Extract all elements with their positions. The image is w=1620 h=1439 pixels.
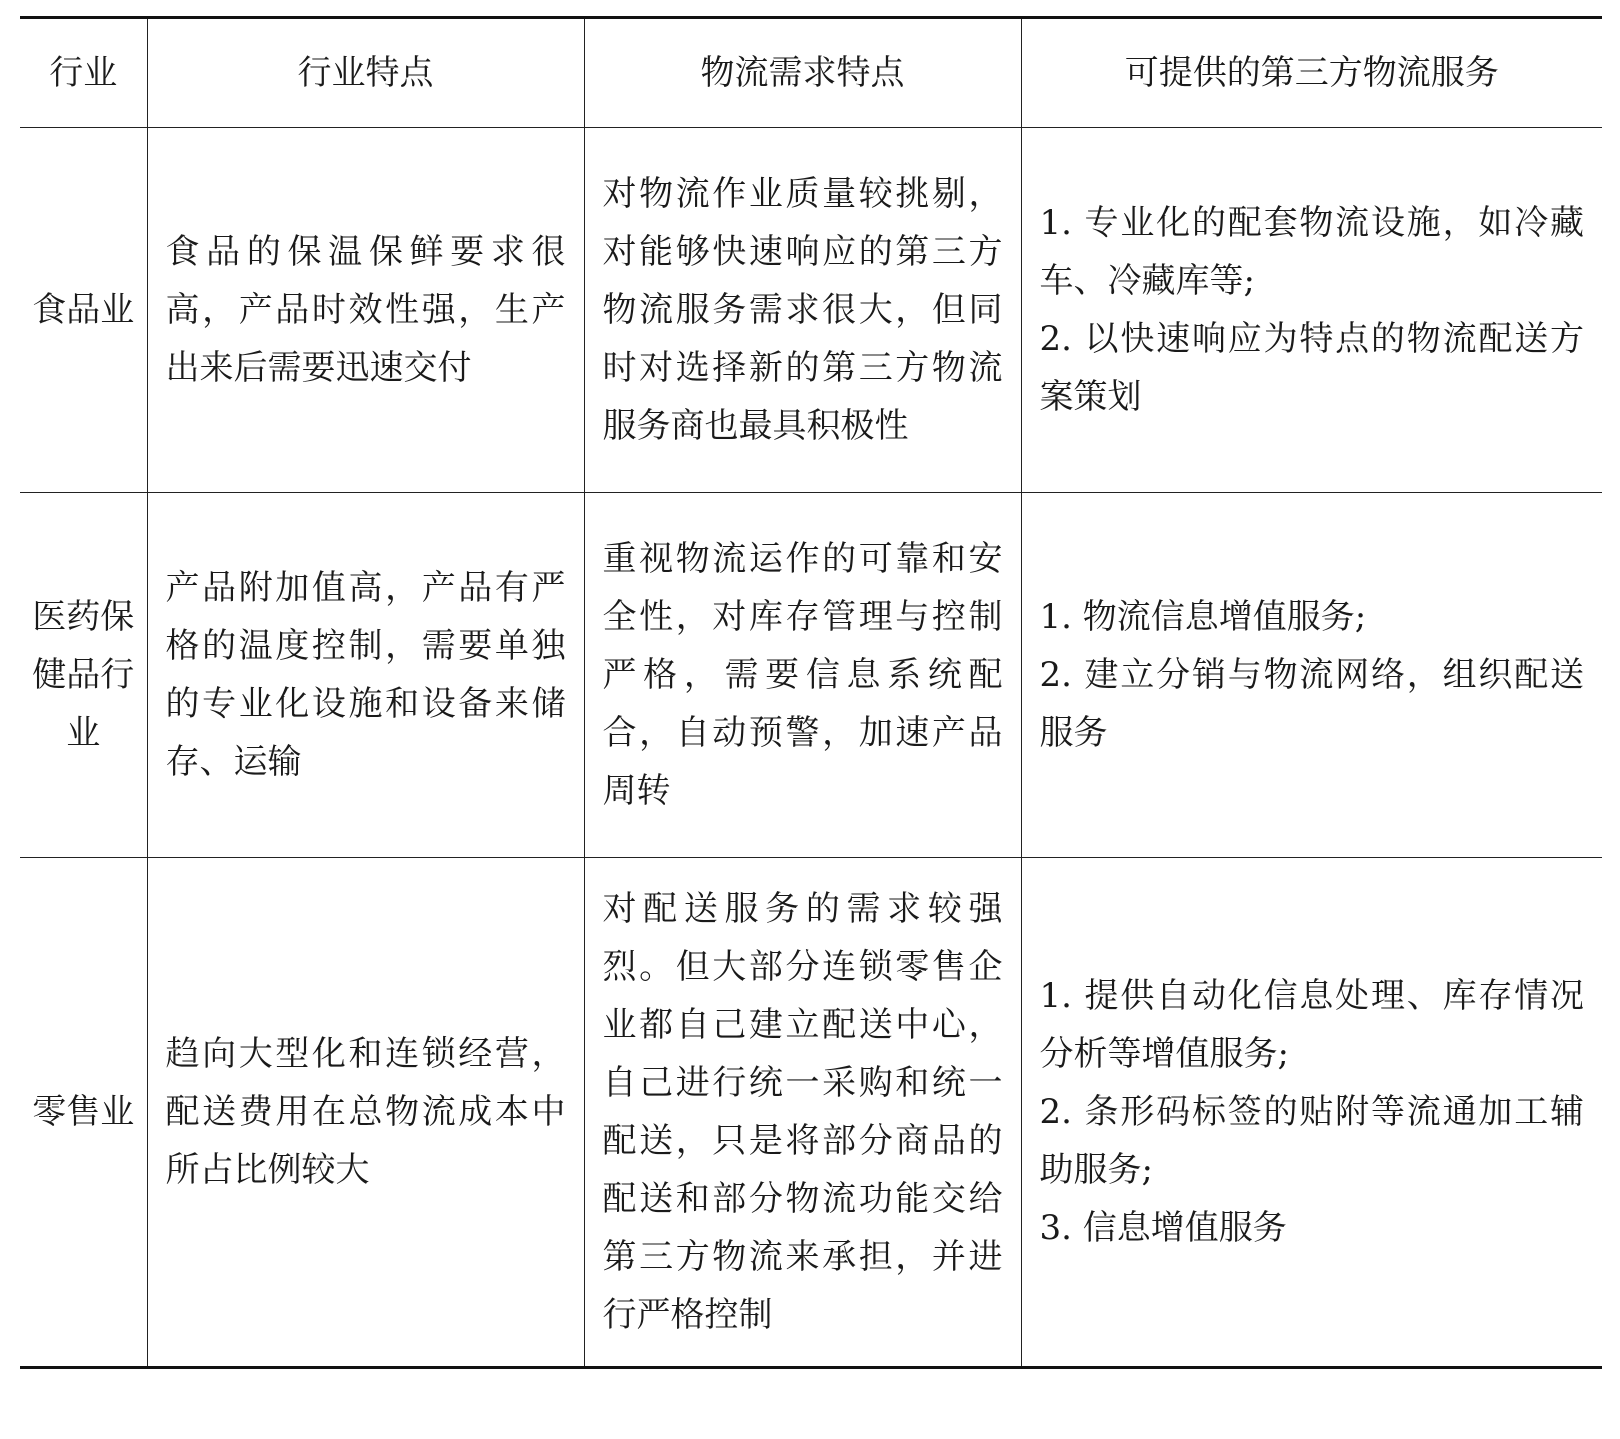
table-row <box>20 128 1602 493</box>
services-cell <box>1021 858 1602 1368</box>
table-row <box>20 858 1602 1368</box>
service-item: 2. 建立分销与物流网络，组织配送服务 <box>1039 655 1584 753</box>
header-characteristics: 行业特点 <box>147 18 584 128</box>
demand-cell: 重视物流运作的可靠和安全性，对库存管理与控制严格，需要信息系统配合，自动预警，加速产品周转 <box>584 493 1021 858</box>
services-cell <box>1021 128 1602 493</box>
logistics-industry-table <box>20 16 1602 1369</box>
industry-cell: 食品业 <box>20 128 147 493</box>
header-services: 可提供的第三方物流服务 <box>1021 18 1602 128</box>
header-demand: 物流需求特点 <box>584 18 1021 128</box>
service-item: 1. 专业化的配套物流设施，如冷藏车、冷藏库等; <box>1039 203 1584 301</box>
demand-cell: 对物流作业质量较挑剔，对能够快速响应的第三方物流服务需求很大，但同时对选择新的第三方物流服务商也最具积极性 <box>584 128 1021 493</box>
industry-cell: 零售业 <box>20 858 147 1368</box>
service-item: 1. 提供自动化信息处理、库存情况分析等增值服务; <box>1039 976 1584 1074</box>
service-item: 3. 信息增值服务 <box>1039 1208 1287 1248</box>
header-industry: 行业 <box>20 18 147 128</box>
table-header <box>20 18 1602 128</box>
characteristics-cell: 食品的保温保鲜要求很高，产品时效性强，生产出来后需要迅速交付 <box>147 128 584 493</box>
service-item: 2. 以快速响应为特点的物流配送方案策划 <box>1039 319 1584 417</box>
services-cell <box>1021 493 1602 858</box>
header-row <box>20 18 1602 128</box>
industry-cell: 医药保健品行业 <box>20 493 147 858</box>
characteristics-cell: 产品附加值高，产品有严格的温度控制，需要单独的专业化设施和设备来储存、运输 <box>147 493 584 858</box>
service-item: 2. 条形码标签的贴附等流通加工辅助服务; <box>1039 1092 1584 1190</box>
table-body <box>20 128 1602 1368</box>
service-item: 1. 物流信息增值服务; <box>1039 597 1367 637</box>
demand-cell: 对配送服务的需求较强烈。但大部分连锁零售企业都自己建立配送中心，自己进行统一采购和统一配送，只是将部分商品的配送和部分物流功能交给第三方物流来承担，并进行严格控制 <box>584 858 1021 1368</box>
table-row <box>20 493 1602 858</box>
characteristics-cell: 趋向大型化和连锁经营，配送费用在总物流成本中所占比例较大 <box>147 858 584 1368</box>
